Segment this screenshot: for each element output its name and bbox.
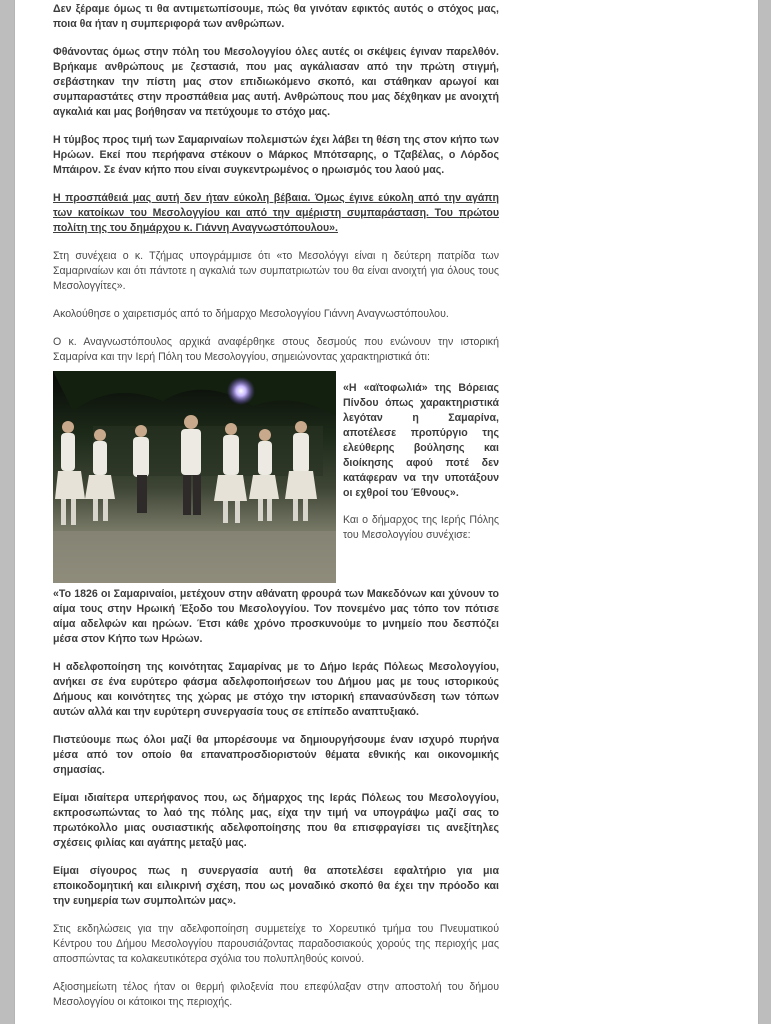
figure-caption-continued: Και ο δήμαρχος της Ιερής Πόλης του Μεσολογγίου συνέχισε: xyxy=(343,514,499,541)
paragraph-strong-core: Πιστεύουμε πως όλοι μαζί θα μπορέσουμε να δημιουργήσουμε έναν ισχυρό πυρήνα μέσα από τον οποίο θα επαναπροσδιοριστούν θέματα εθνικής και οικονομικής σημασίας. xyxy=(53,734,499,776)
left-page-gutter xyxy=(0,0,14,1024)
right-page-gutter xyxy=(757,0,771,1024)
paragraph-intro-question: Δεν ξέραμε όμως τι θα αντιμετωπίσουμε, πώς θα γινόταν εφικτός αυτός ο στόχος μας, ποια θα ήταν η συμπεριφορά των ανθρώπων. xyxy=(53,3,499,30)
dance-photo xyxy=(53,371,336,583)
figure-side-text xyxy=(343,381,499,555)
paragraph-anagnostopoulos-intro: Ο κ. Αναγνωστόπουλος αρχικά αναφέρθηκε στους δεσμούς που ενώνουν την ιστορική Σαμαρίνα και την Ιερή Πόλη του Μεσολογγίου, σημειώνοντας χαρακτηριστικά ότι: xyxy=(53,336,499,363)
figure-caption-quote: «Η «αϊτοφωλιά» της Βόρειας Πίνδου όπως χαρακτηριστικά λεγόταν η Σαμαρίνα, αποτέλεσε προπύργιο της ελεύθερης βούλησης και διοίκησης αφού ποτέ δεν κατάφεραν να την υποτάξουν οι εχθροί του Έθνους». xyxy=(343,382,499,499)
dance-photo-illustration xyxy=(53,371,336,583)
paragraph-tzimas-statement: Στη συνέχεια ο κ. Τζήμας υπογράμμισε ότι «το Μεσολόγγι είναι η δεύτερη πατρίδα των Σαμαριναίων και ότι πάντοτε η αγκαλιά των συμπατριωτών του θα είναι ανοιχτή για όλους τους Μεσολογγίτες». xyxy=(53,250,499,292)
paragraph-dance-group: Στις εκδηλώσεις για την αδελφοποίηση συμμετείχε το Χορευτικό τμήμα του Πνευματικού Κέντρου του Δήμου Μεσολογγίου παρουσιάζοντας παραδοσιακούς χορούς της περιοχής μας αποσπώντας τα κολακευτικότερα σχόλια του πολυπληθούς κοινού. xyxy=(53,923,499,965)
paragraph-1826-exodus: «Το 1826 οι Σαμαριναίοι, μετέχουν στην αθάνατη φρουρά των Μακεδόνων και χύνουν το αίμα τους στην Ηρωική Έξοδο του Μεσολογγίου. Τον πονεμένο μας τόπο τον πότισε αίμα αδελφών και ηρώων. Έτσι κάθε χρόνο προσκυνούμε το μνημείο που δεσπόζει μέσα στον Κήπο των Ηρώων. xyxy=(53,588,499,645)
paragraph-arrival-mesolongi: Φθάνοντας όμως στην πόλη του Μεσολογγίου όλες αυτές οι σκέψεις έγιναν παρελθόν. Βρήκαμε ανθρώπους με ζεστασιά, που μας αγκάλιασαν από την πρώτη στιγμή, σεβάστηκαν την πίστη μας στον επιδιωκόμενο σκοπό, και στάθηκαν αρωγοί και συμπαραστάτες στην προσπάθεια μας αυτή. Ανθρώπους που μας δέχθηκαν με ανοιχτή αγκαλιά και μας βοήθησαν να πετύχουμε το στόχο μας. xyxy=(53,46,499,118)
paragraph-proud-mayor: Είμαι ιδιαίτερα υπερήφανος που, ως δήμαρχος της Ιεράς Πόλεως του Μεσολογγίου, εκπροσωπώντας το λαό της πόλης μας, είχα την τιμή να υπογράψω μαζί σας το πρωτόκολλο μιας ουσιαστικής αδελφοποίησης που θα επισφραγίσει τις ανεξίτηλες σχέσεις φιλίας και αγάπης μεταξύ μας. xyxy=(53,792,499,849)
paragraph-effort-underlined: Η προσπάθειά μας αυτή δεν ήταν εύκολη βέβαια. Όμως έγινε εύκολη από την αγάπη των κατοίκων του Μεσολογγίου και από την αμέριστη συμπαράσταση. Του πρώτου πολίτη της του δημάρχου κ. Γιάννη Αναγνωστόπουλου». xyxy=(53,192,499,234)
paragraph-cooperation: Είμαι σίγουρος πως η συνεργασία αυτή θα αποτελέσει εφαλτήριο για μια εποικοδομητική και ειλικρινή σχέση, που ως μοναδικό σκοπό θα έχει την πρόοδο και την ευημερία των συμπολιτών μας». xyxy=(53,865,499,907)
paragraph-hospitality: Αξιοσημείωτη τέλος ήταν οι θερμή φιλοξενία που επεφύλαξαν στην αποστολή του δήμου Μεσολογγίου οι κάτοικοι της περιοχής. xyxy=(53,981,499,1008)
article-body xyxy=(53,2,499,1023)
article-frame xyxy=(14,0,759,1024)
figure-with-caption xyxy=(53,371,499,585)
paragraph-twinning-scope: Η αδελφοποίηση της κοινότητας Σαμαρίνας με το Δήμο Ιεράς Πόλεως Μεσολογγίου, ανήκει σε ένα ευρύτερο φάσμα αδελφοποιήσεων του Δήμου μας με τους ιστορικούς Δήμους και κοινότητες της χώρας με στόχο την ιστορική επανασύνδεση των τόπων αυτών αλλά και την ευρύτερη συνεργασία τους σε επίπεδο αναπτυξιακό. xyxy=(53,661,499,718)
paragraph-mayor-greeting: Ακολούθησε ο χαιρετισμός από το δήμαρχο Μεσολογγίου Γιάννη Αναγνωστόπουλου. xyxy=(53,308,449,320)
paragraph-tomb-garden-of-heroes: Η τύμβος προς τιμή των Σαμαριναίων πολεμιστών έχει λάβει τη θέση της στον κήπο των Ηρώων. Εκεί που περήφανα στέκουν ο Μάρκος Μπότσαρης, ο Τζαβέλας, ο Λόρδος Μπάιρον. Σε έναν κήπο που είναι συγκεντρωμένος ο ηρωισμός του λαού μας. xyxy=(53,134,499,176)
